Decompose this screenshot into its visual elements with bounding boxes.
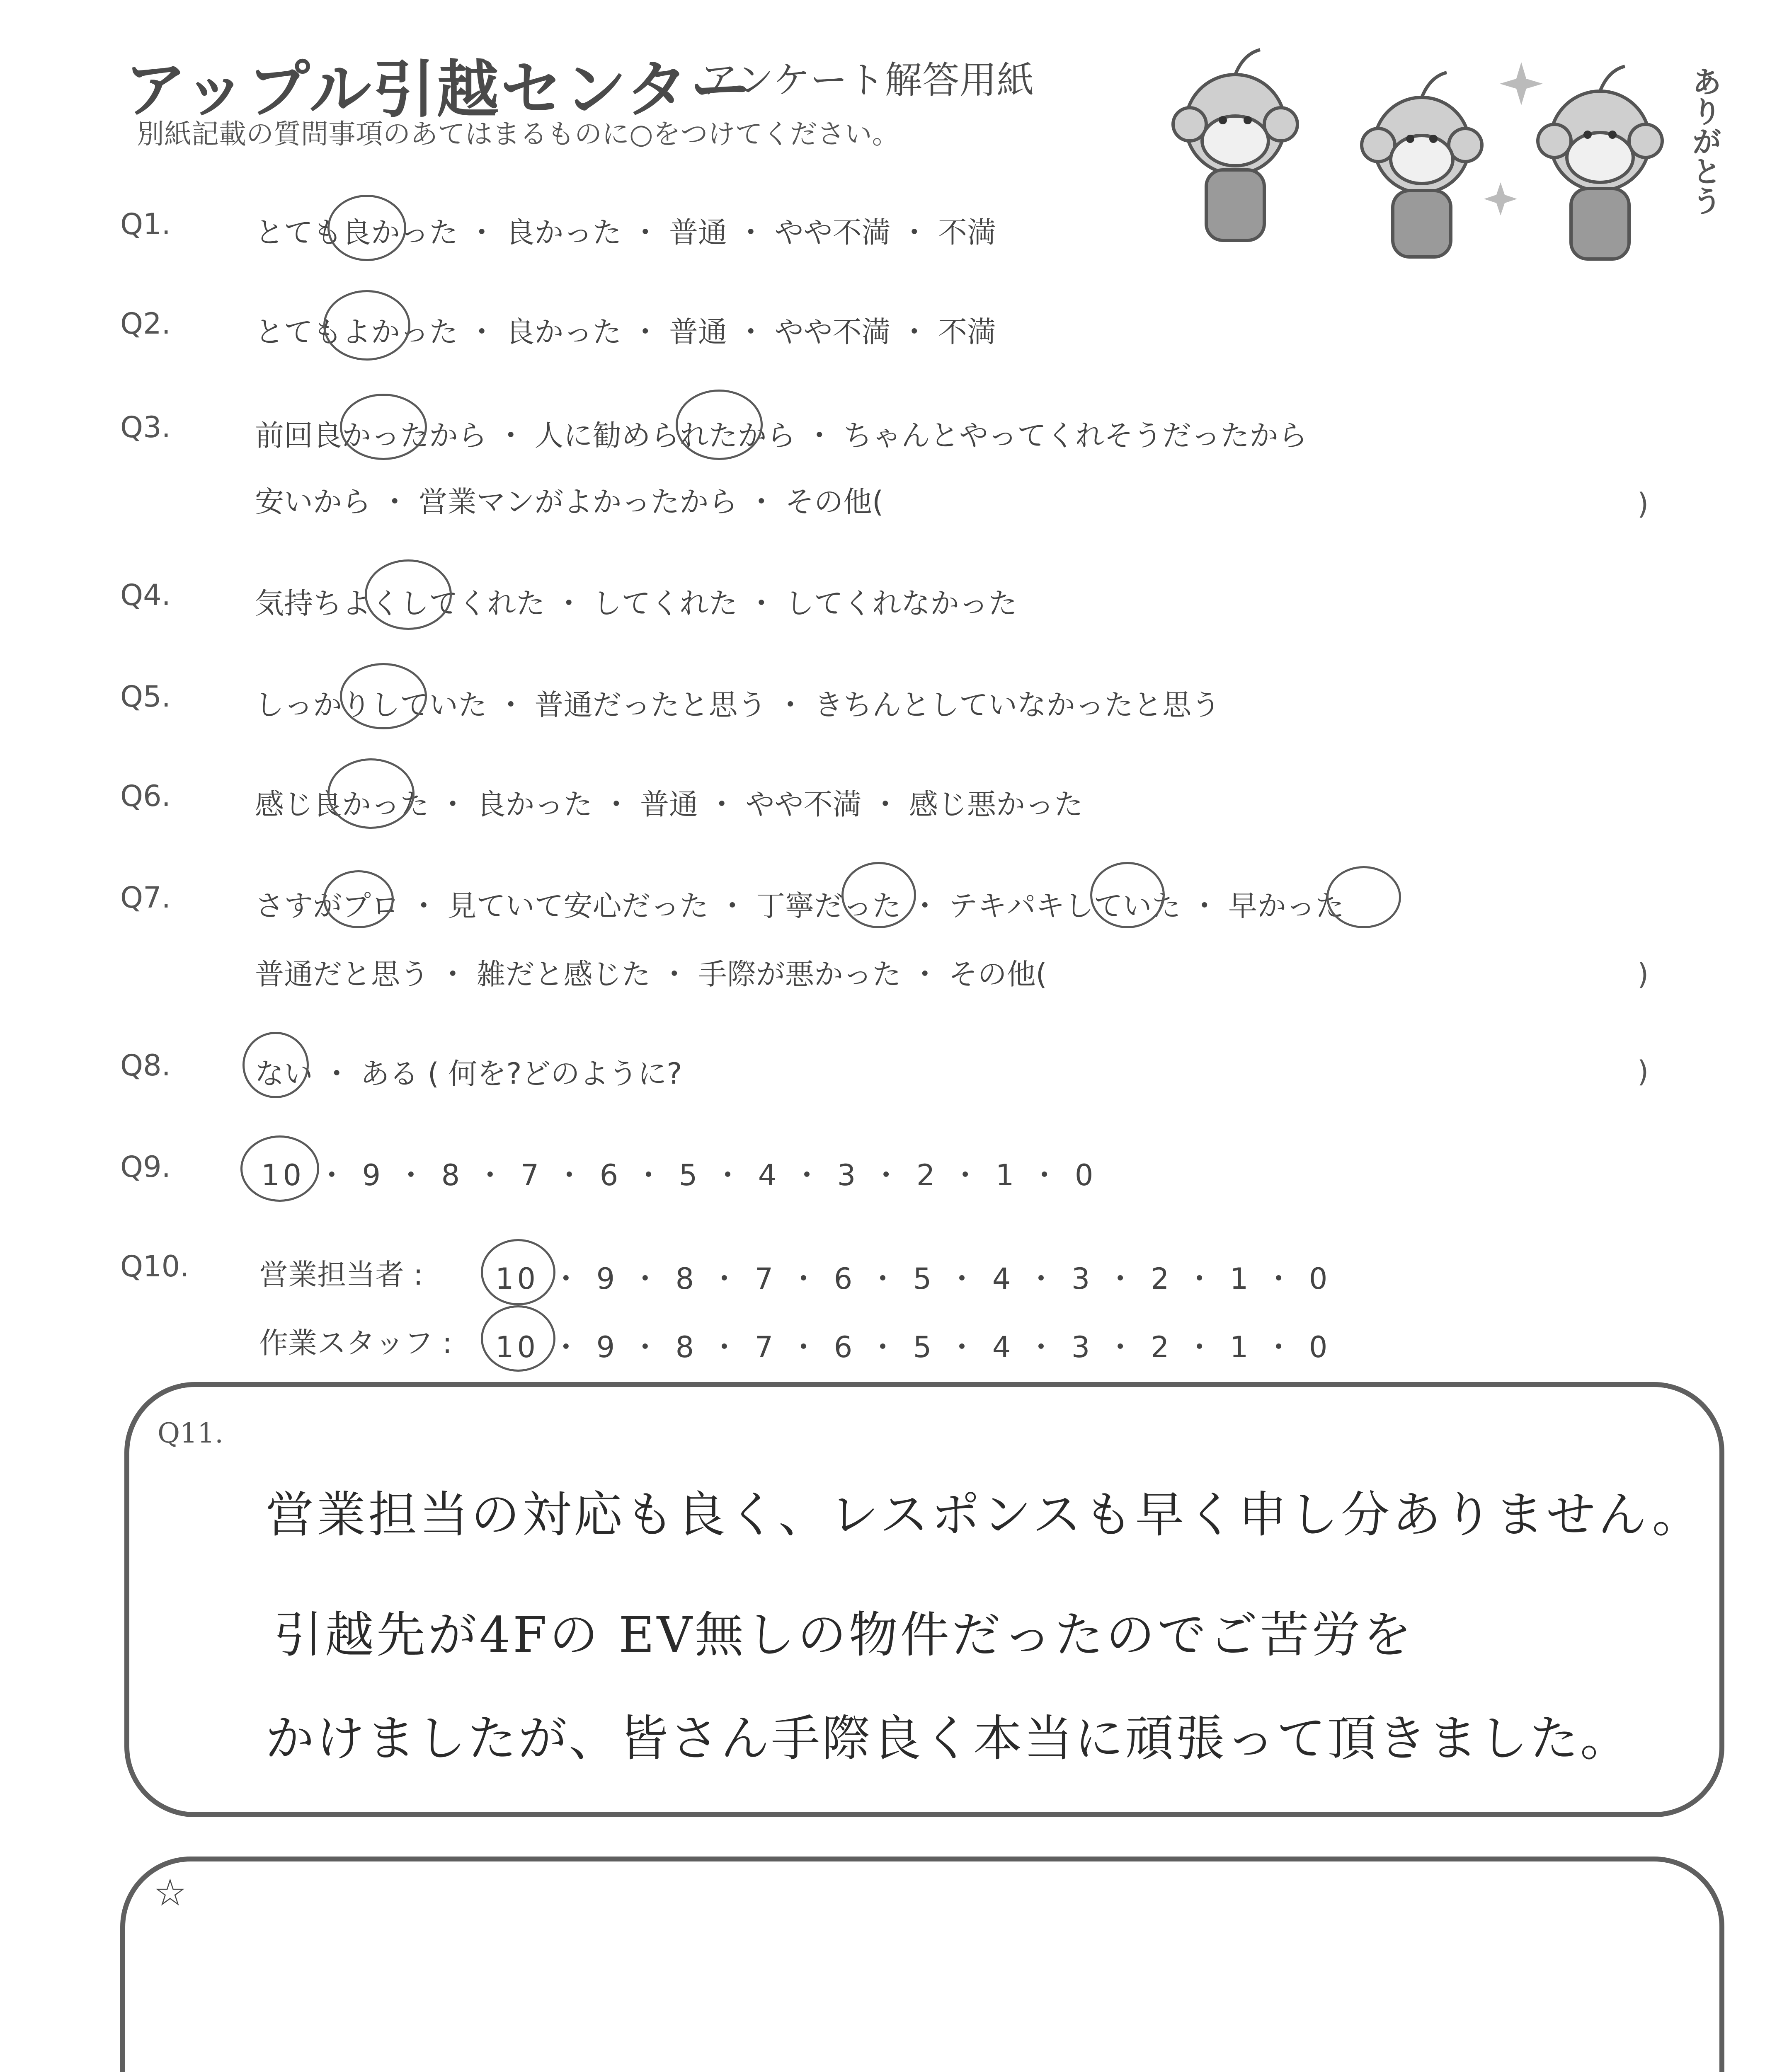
- q9-scale: 10 ・ 9 ・ 8 ・ 7 ・ 6 ・ 5 ・ 4 ・ 3 ・ 2 ・ 1 ・ 0: [261, 1158, 1097, 1192]
- selection-circle: [841, 862, 916, 928]
- q8-close-paren: ): [1637, 1055, 1649, 1089]
- selection-circle: [323, 870, 394, 928]
- selection-circle: [240, 1135, 319, 1202]
- monkey-mascot-illustration: [1156, 37, 1724, 269]
- q4-label: Q4.: [120, 578, 171, 612]
- q10-staff-scale: 10 ・ 9 ・ 8 ・ 7 ・ 6 ・ 5 ・ 4 ・ 3 ・ 2 ・ 1 ・ 0: [495, 1330, 1331, 1364]
- selection-circle: [340, 663, 427, 729]
- q8-label: Q8.: [120, 1048, 171, 1082]
- q9-label: Q9.: [120, 1150, 171, 1184]
- q3-close-paren: ): [1637, 487, 1649, 521]
- q11-handwritten-line1: 営業担当の対応も良く、レスポンスも早く申し分ありません。: [265, 1486, 1704, 1543]
- q1-options: とても良かった ・ 良かった ・ 普通 ・ やや不満 ・ 不満: [255, 215, 996, 249]
- q1-label: Q1.: [120, 207, 171, 241]
- selection-circle: [327, 195, 406, 261]
- selection-circle: [481, 1305, 555, 1372]
- q11-handwritten-line3: かけましたが、皆さん手際良く本当に頑張って頂きました。: [265, 1710, 1631, 1767]
- q10-staff-label: 作業スタッフ :: [259, 1326, 452, 1360]
- q11-label: Q11.: [158, 1417, 224, 1449]
- selection-circle: [676, 390, 763, 460]
- star-comment-box: [120, 1857, 1724, 2072]
- q8-options: ない ・ ある ( 何を?どのように?: [255, 1057, 682, 1091]
- q10-label: Q10.: [120, 1249, 189, 1283]
- selection-circle: [481, 1239, 555, 1305]
- q11-handwritten-line2: 引越先が4Fの EV無しの物件だったのでご苦労を: [274, 1606, 1414, 1663]
- q3-options-line1: 前回良かったから ・ 人に勧められたから ・ ちゃんとやってくれそうだったから: [255, 419, 1308, 453]
- star-icon: ☆: [153, 1871, 187, 1915]
- q5-label: Q5.: [120, 680, 171, 714]
- arigatou-text: ありがとう: [1687, 66, 1722, 215]
- brand-title: アップル引越センター: [124, 54, 754, 126]
- q7-close-paren: ): [1637, 957, 1649, 991]
- q10-sales-scale: 10 ・ 9 ・ 8 ・ 7 ・ 6 ・ 5 ・ 4 ・ 3 ・ 2 ・ 1 ・ 0: [495, 1262, 1331, 1296]
- q2-label: Q2.: [120, 307, 171, 341]
- q7-options-line1: さすがプロ ・ 見ていて安心だった ・ 丁寧だった ・ テキパキしていた ・ 早かった: [255, 889, 1345, 923]
- q3-options-line2: 安いから ・ 営業マンがよかったから ・ その他(: [255, 485, 884, 519]
- q10-sales-label: 営業担当者 :: [259, 1258, 423, 1292]
- q2-options: とてもよかった ・ 良かった ・ 普通 ・ やや不満 ・ 不満: [255, 315, 996, 349]
- selection-circle: [1326, 866, 1401, 928]
- q7-label: Q7.: [120, 881, 171, 915]
- selection-circle: [340, 394, 427, 460]
- form-subtitle: アンケート解答用紙: [701, 58, 1034, 102]
- q3-label: Q3.: [120, 410, 171, 444]
- q4-options: 気持ちよくしてくれた ・ してくれた ・ してくれなかった: [255, 586, 1018, 620]
- q6-options: 感じ良かった ・ 良かった ・ 普通 ・ やや不満 ・ 感じ悪かった: [255, 787, 1084, 821]
- instruction-text: 別紙記載の質問事項のあてはまるものに○をつけてください。: [137, 118, 899, 150]
- q7-options-line2: 普通だと思う ・ 雑だと感じた ・ 手際が悪かった ・ その他(: [255, 957, 1047, 991]
- q6-label: Q6.: [120, 779, 171, 813]
- selection-circle: [323, 290, 410, 361]
- selection-circle: [242, 1032, 309, 1098]
- selection-circle: [1090, 862, 1165, 928]
- q5-options: しっかりしていた ・ 普通だったと思う ・ きちんとしていなかったと思う: [255, 688, 1221, 722]
- selection-circle: [365, 559, 452, 630]
- selection-circle: [327, 758, 415, 829]
